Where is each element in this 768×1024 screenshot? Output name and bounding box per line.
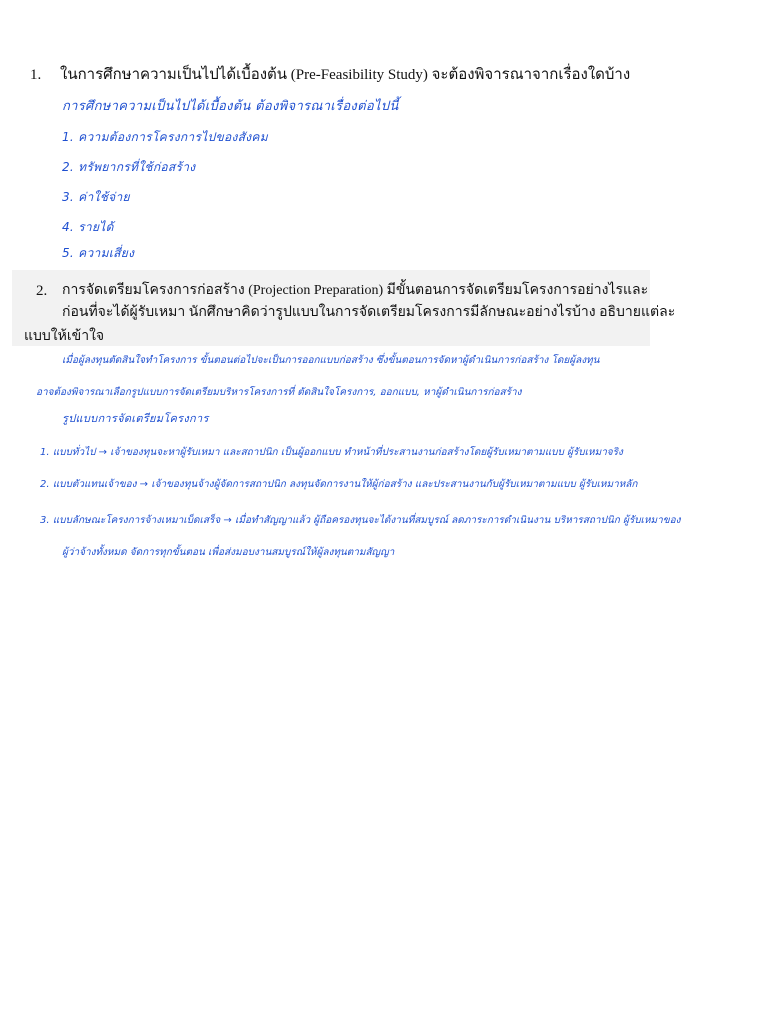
answer-2-item-3-cont: ผู้ว่าจ้างทั้งหมด จัดการทุกขั้นตอน เพื่อส่งมอบงานสมบูรณ์ให้ผู้ลงทุนตามสัญญา: [62, 547, 395, 558]
answer-1-item-3: 3. ค่าใช้จ่าย: [62, 190, 130, 204]
answer-1-item-4: 4. รายได้: [62, 220, 114, 234]
question-2-line-2: ก่อนที่จะได้ผู้รับเหมา นักศึกษาคิดว่ารูปแบบในการจัดเตรียมโครงการมีลักษณะอย่างไรบ้าง อธิบายแต่ละ: [62, 305, 676, 320]
answer-2-item-2: 2. แบบตัวแทนเจ้าของ → เจ้าของทุนจ้างผู้จัดการสถาปนิก ลงทุนจัดการงานให้ผู้ก่อสร้าง และประสานงานกับผู้รับเหมาตามแบบ ผู้รับเหมาหลัก: [40, 479, 638, 490]
answer-1-item-1: 1. ความต้องการโครงการไปของสังคม: [62, 130, 268, 144]
answer-2-line-1: เมื่อผู้ลงทุนตัดสินใจทำโครงการ ขั้นตอนต่อไปจะเป็นการออกแบบก่อสร้าง ซึ่งขั้นตอนการจัดหาผู้ดำเนินการก่อสร้าง โดยผู้ลงทุน: [62, 355, 600, 366]
question-2-line-1: การจัดเตรียมโครงการก่อสร้าง (Projection Preparation) มีขั้นตอนการจัดเตรียมโครงการอย่างไรและ: [62, 283, 649, 298]
answer-1-item-5: 5. ความเสี่ยง: [62, 246, 135, 260]
answer-1-intro: การศึกษาความเป็นไปได้เบื้องต้น ต้องพิจารณาเรื่องต่อไปนี้: [62, 99, 399, 114]
question-1-number: 1.: [30, 67, 42, 83]
answer-2-line-3: รูปแบบการจัดเตรียมโครงการ: [62, 412, 209, 425]
question-2-number: 2.: [36, 283, 48, 299]
answer-2-item-1: 1. แบบทั่วไป → เจ้าของทุนจะหาผู้รับเหมา และสถาปนิก เป็นผู้ออกแบบ ทำหน้าที่ประสานงานก่อสร้างโดยผู้รับเหมาตามแบบ ผู้รับเหมาจริง: [40, 447, 623, 458]
question-2-line-3: แบบให้เข้าใจ: [24, 329, 105, 344]
answer-1-item-2: 2. ทรัพยากรที่ใช้ก่อสร้าง: [62, 160, 196, 174]
answer-2-item-3: 3. แบบลักษณะโครงการจ้างเหมาเบ็ดเสร็จ → เมื่อทำสัญญาแล้ว ผู้ถือครองทุนจะได้งานที่สมบูรณ์ ลดภาระการดำเนินงาน บริหารสถาปนิก ผู้รับเหมาของ: [40, 515, 681, 526]
answer-2-line-2: อาจต้องพิจารณาเลือกรูปแบบการจัดเตรียมบริหารโครงการที่ ตัดสินใจโครงการ, ออกแบบ, หาผู้ดำเนินการก่อสร้าง: [36, 387, 522, 398]
question-1-text: ในการศึกษาความเป็นไปได้เบื้องต้น (Pre-Feasibility Study) จะต้องพิจารณาจากเรื่องใดบ้าง: [60, 67, 631, 83]
